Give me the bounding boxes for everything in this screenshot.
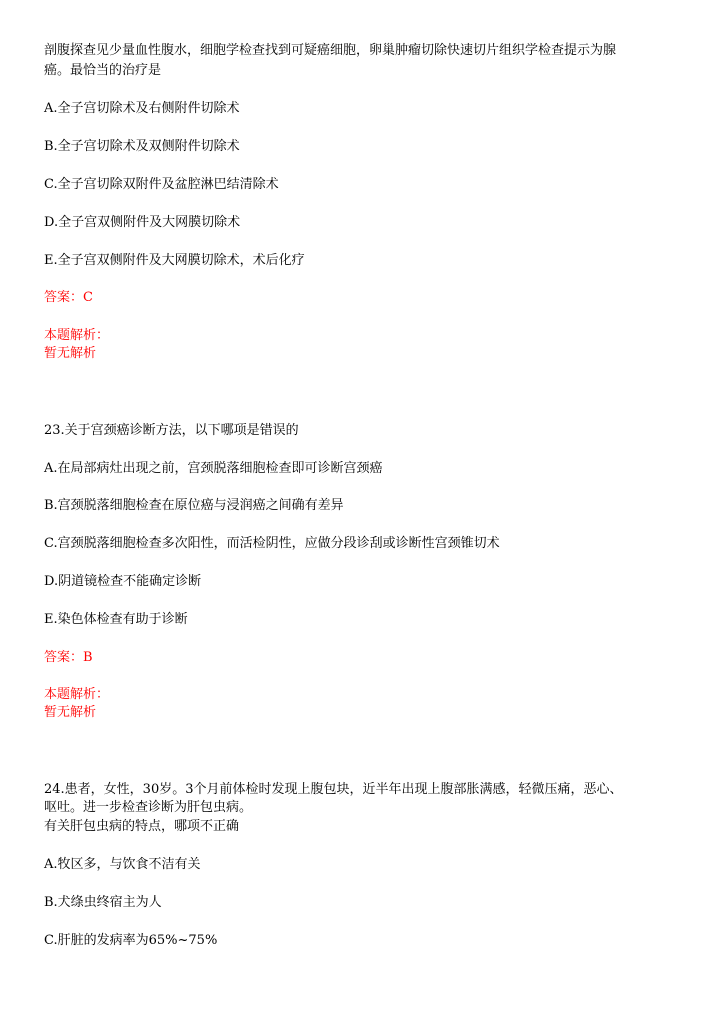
question-23-option-a: A.在局部病灶出现之前，宫颈脱落细胞检查即可诊断宫颈癌 [44,461,383,476]
question-22-option-c: C.全子宫切除双附件及盆腔淋巴结清除术 [44,177,279,192]
question-23-analysis-label: 本题解析： [44,687,110,702]
question-22-option-b: B.全子宫切除术及双侧附件切除术 [44,139,240,154]
question-22-option-e: E.全子宫双侧附件及大网膜切除术，术后化疗 [44,253,305,268]
question-24-option-a: A.牧区多，与饮食不洁有关 [44,857,201,872]
question-22-analysis-text: 暂无解析 [44,346,97,361]
question-24-option-b: B.犬绦虫终宿主为人 [44,895,162,910]
question-24-option-c: C.肝脏的发病率为65%~75% [44,933,218,948]
question-23-option-c: C.宫颈脱落细胞检查多次阳性，而活检阴性，应做分段诊刮或诊断性宫颈锥切术 [44,536,500,551]
question-24-stem-line-3: 有关肝包虫病的特点，哪项不正确 [44,819,240,834]
question-23-answer: 答案：B [44,650,93,665]
question-23-stem: 23.关于宫颈癌诊断方法，以下哪项是错误的 [44,423,299,438]
question-22-option-d: D.全子宫双侧附件及大网膜切除术 [44,215,241,230]
question-23-option-d: D.阴道镜检查不能确定诊断 [44,574,202,589]
question-23-option-b: B.宫颈脱落细胞检查在原位癌与浸润癌之间确有差异 [44,498,344,513]
question-22-analysis-label: 本题解析： [44,328,110,343]
question-22-answer: 答案：C [44,290,93,305]
question-22-stem-line-1: 剖腹探查见少量血性腹水，细胞学检查找到可疑癌细胞，卵巢肿瘤切除快速切片组织学检查提示为腺 [44,43,617,58]
question-23-analysis-text: 暂无解析 [44,705,97,720]
question-24-stem-line-2: 呕吐。进一步检查诊断为肝包虫病。 [44,800,253,815]
question-22-stem-line-2: 癌。最恰当的治疗是 [44,63,162,78]
question-22-option-a: A.全子宫切除术及右侧附件切除术 [44,101,240,116]
question-23-option-e: E.染色体检查有助于诊断 [44,612,188,627]
question-24-stem-line-1: 24.患者，女性，30岁。3个月前体检时发现上腹包块，近半年出现上腹部胀满感，轻微压痛，恶心、 [44,782,623,797]
